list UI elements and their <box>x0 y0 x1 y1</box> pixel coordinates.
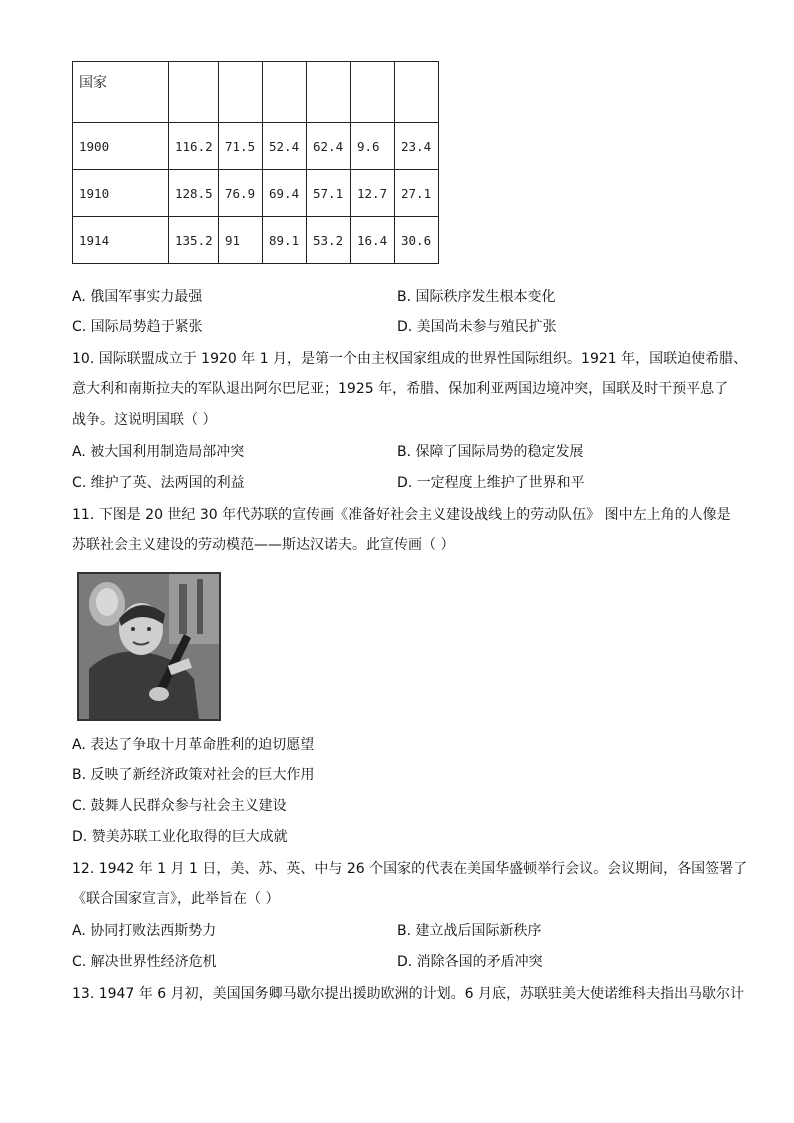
q11-option-c[interactable]: C. 鼓舞人民群众参与社会主义建设 <box>72 798 287 814</box>
table-cell: 9.6 <box>351 123 395 170</box>
table-cell: 52.4 <box>263 123 307 170</box>
military-strength-table <box>72 61 439 264</box>
table-cell: 30.6 <box>395 217 439 264</box>
table-header-cell <box>351 62 395 123</box>
table-cell: 1900 <box>73 123 169 170</box>
table-row <box>73 123 439 170</box>
table-cell: 62.4 <box>307 123 351 170</box>
table-row <box>73 217 439 264</box>
q9-option-c[interactable]: C. 国际局势趋于紧张 <box>72 319 203 335</box>
q11-option-a[interactable]: A. 表达了争取十月革命胜利的迫切愿望 <box>72 737 315 753</box>
table-cell: 27.1 <box>395 170 439 217</box>
table-cell: 128.5 <box>169 170 219 217</box>
table-row <box>73 170 439 217</box>
propaganda-poster-image <box>77 572 221 721</box>
table-cell: 12.7 <box>351 170 395 217</box>
q12-option-c[interactable]: C. 解决世界性经济危机 <box>72 954 217 970</box>
table-cell: 53.2 <box>307 217 351 264</box>
q11-stem-line: 苏联社会主义建设的劳动模范——斯达汉诺夫。此宣传画（ ） <box>72 537 455 553</box>
table-cell: 71.5 <box>219 123 263 170</box>
table-cell: 57.1 <box>307 170 351 217</box>
table-header-cell <box>169 62 219 123</box>
q9-option-d[interactable]: D. 美国尚未参与殖民扩张 <box>397 319 557 335</box>
q10-option-d[interactable]: D. 一定程度上维护了世界和平 <box>397 475 585 491</box>
table-header-cell <box>307 62 351 123</box>
table-cell: 76.9 <box>219 170 263 217</box>
table-header-row <box>73 62 439 123</box>
table-header-cell <box>219 62 263 123</box>
q10-option-b[interactable]: B. 保障了国际局势的稳定发展 <box>397 444 584 460</box>
q12-stem-line: 12. 1942 年 1 月 1 日，美、苏、英、中与 26 个国家的代表在美国华盛顿举行会议。会议期间，各国签署了 <box>72 861 748 877</box>
q9-option-a[interactable]: A. 俄国军事实力最强 <box>72 289 203 305</box>
q10-stem-line: 10. 国际联盟成立于 1920 年 1 月，是第一个由主权国家组成的世界性国际组织。1921 年，国联迫使希腊、 <box>72 351 748 367</box>
table-cell: 16.4 <box>351 217 395 264</box>
q11-option-d[interactable]: D. 赞美苏联工业化取得的巨大成就 <box>72 829 288 845</box>
q10-stem-line: 意大利和南斯拉夫的军队退出阿尔巴尼亚；1925 年，希腊、保加利亚两国边境冲突，国联及时干预平息了 <box>72 381 729 397</box>
table-cell: 69.4 <box>263 170 307 217</box>
q12-stem-line: 《联合国家宣言》，此举旨在（ ） <box>72 891 280 907</box>
table-cell: 1910 <box>73 170 169 217</box>
table-header-cell <box>263 62 307 123</box>
q11-stem-line: 11. 下图是 20 世纪 30 年代苏联的宣传画《准备好社会主义建设战线上的劳动队伍》 图中左上角的人像是 <box>72 507 731 523</box>
table-cell: 1914 <box>73 217 169 264</box>
poster-illustration <box>79 574 219 719</box>
q10-option-c[interactable]: C. 维护了英、法两国的利益 <box>72 475 245 491</box>
table-cell: 135.2 <box>169 217 219 264</box>
q9-option-b[interactable]: B. 国际秩序发生根本变化 <box>397 289 556 305</box>
table-cell: 89.1 <box>263 217 307 264</box>
q13-stem-line: 13. 1947 年 6 月初，美国国务卿马歇尔提出援助欧洲的计划。6 月底，苏联驻美大使诺维科夫指出马歇尔计 <box>72 986 744 1002</box>
q12-option-d[interactable]: D. 消除各国的矛盾冲突 <box>397 954 543 970</box>
table-cell: 91 <box>219 217 263 264</box>
q10-stem-line: 战争。这说明国联（ ） <box>72 412 217 428</box>
table-cell: 116.2 <box>169 123 219 170</box>
table-cell: 23.4 <box>395 123 439 170</box>
q10-option-a[interactable]: A. 被大国利用制造局部冲突 <box>72 444 245 460</box>
q12-option-b[interactable]: B. 建立战后国际新秩序 <box>397 923 542 939</box>
q11-option-b[interactable]: B. 反映了新经济政策对社会的巨大作用 <box>72 767 315 783</box>
table-header-cell <box>395 62 439 123</box>
table-header-cell: 国家 <box>73 62 169 123</box>
q12-option-a[interactable]: A. 协同打败法西斯势力 <box>72 923 217 939</box>
